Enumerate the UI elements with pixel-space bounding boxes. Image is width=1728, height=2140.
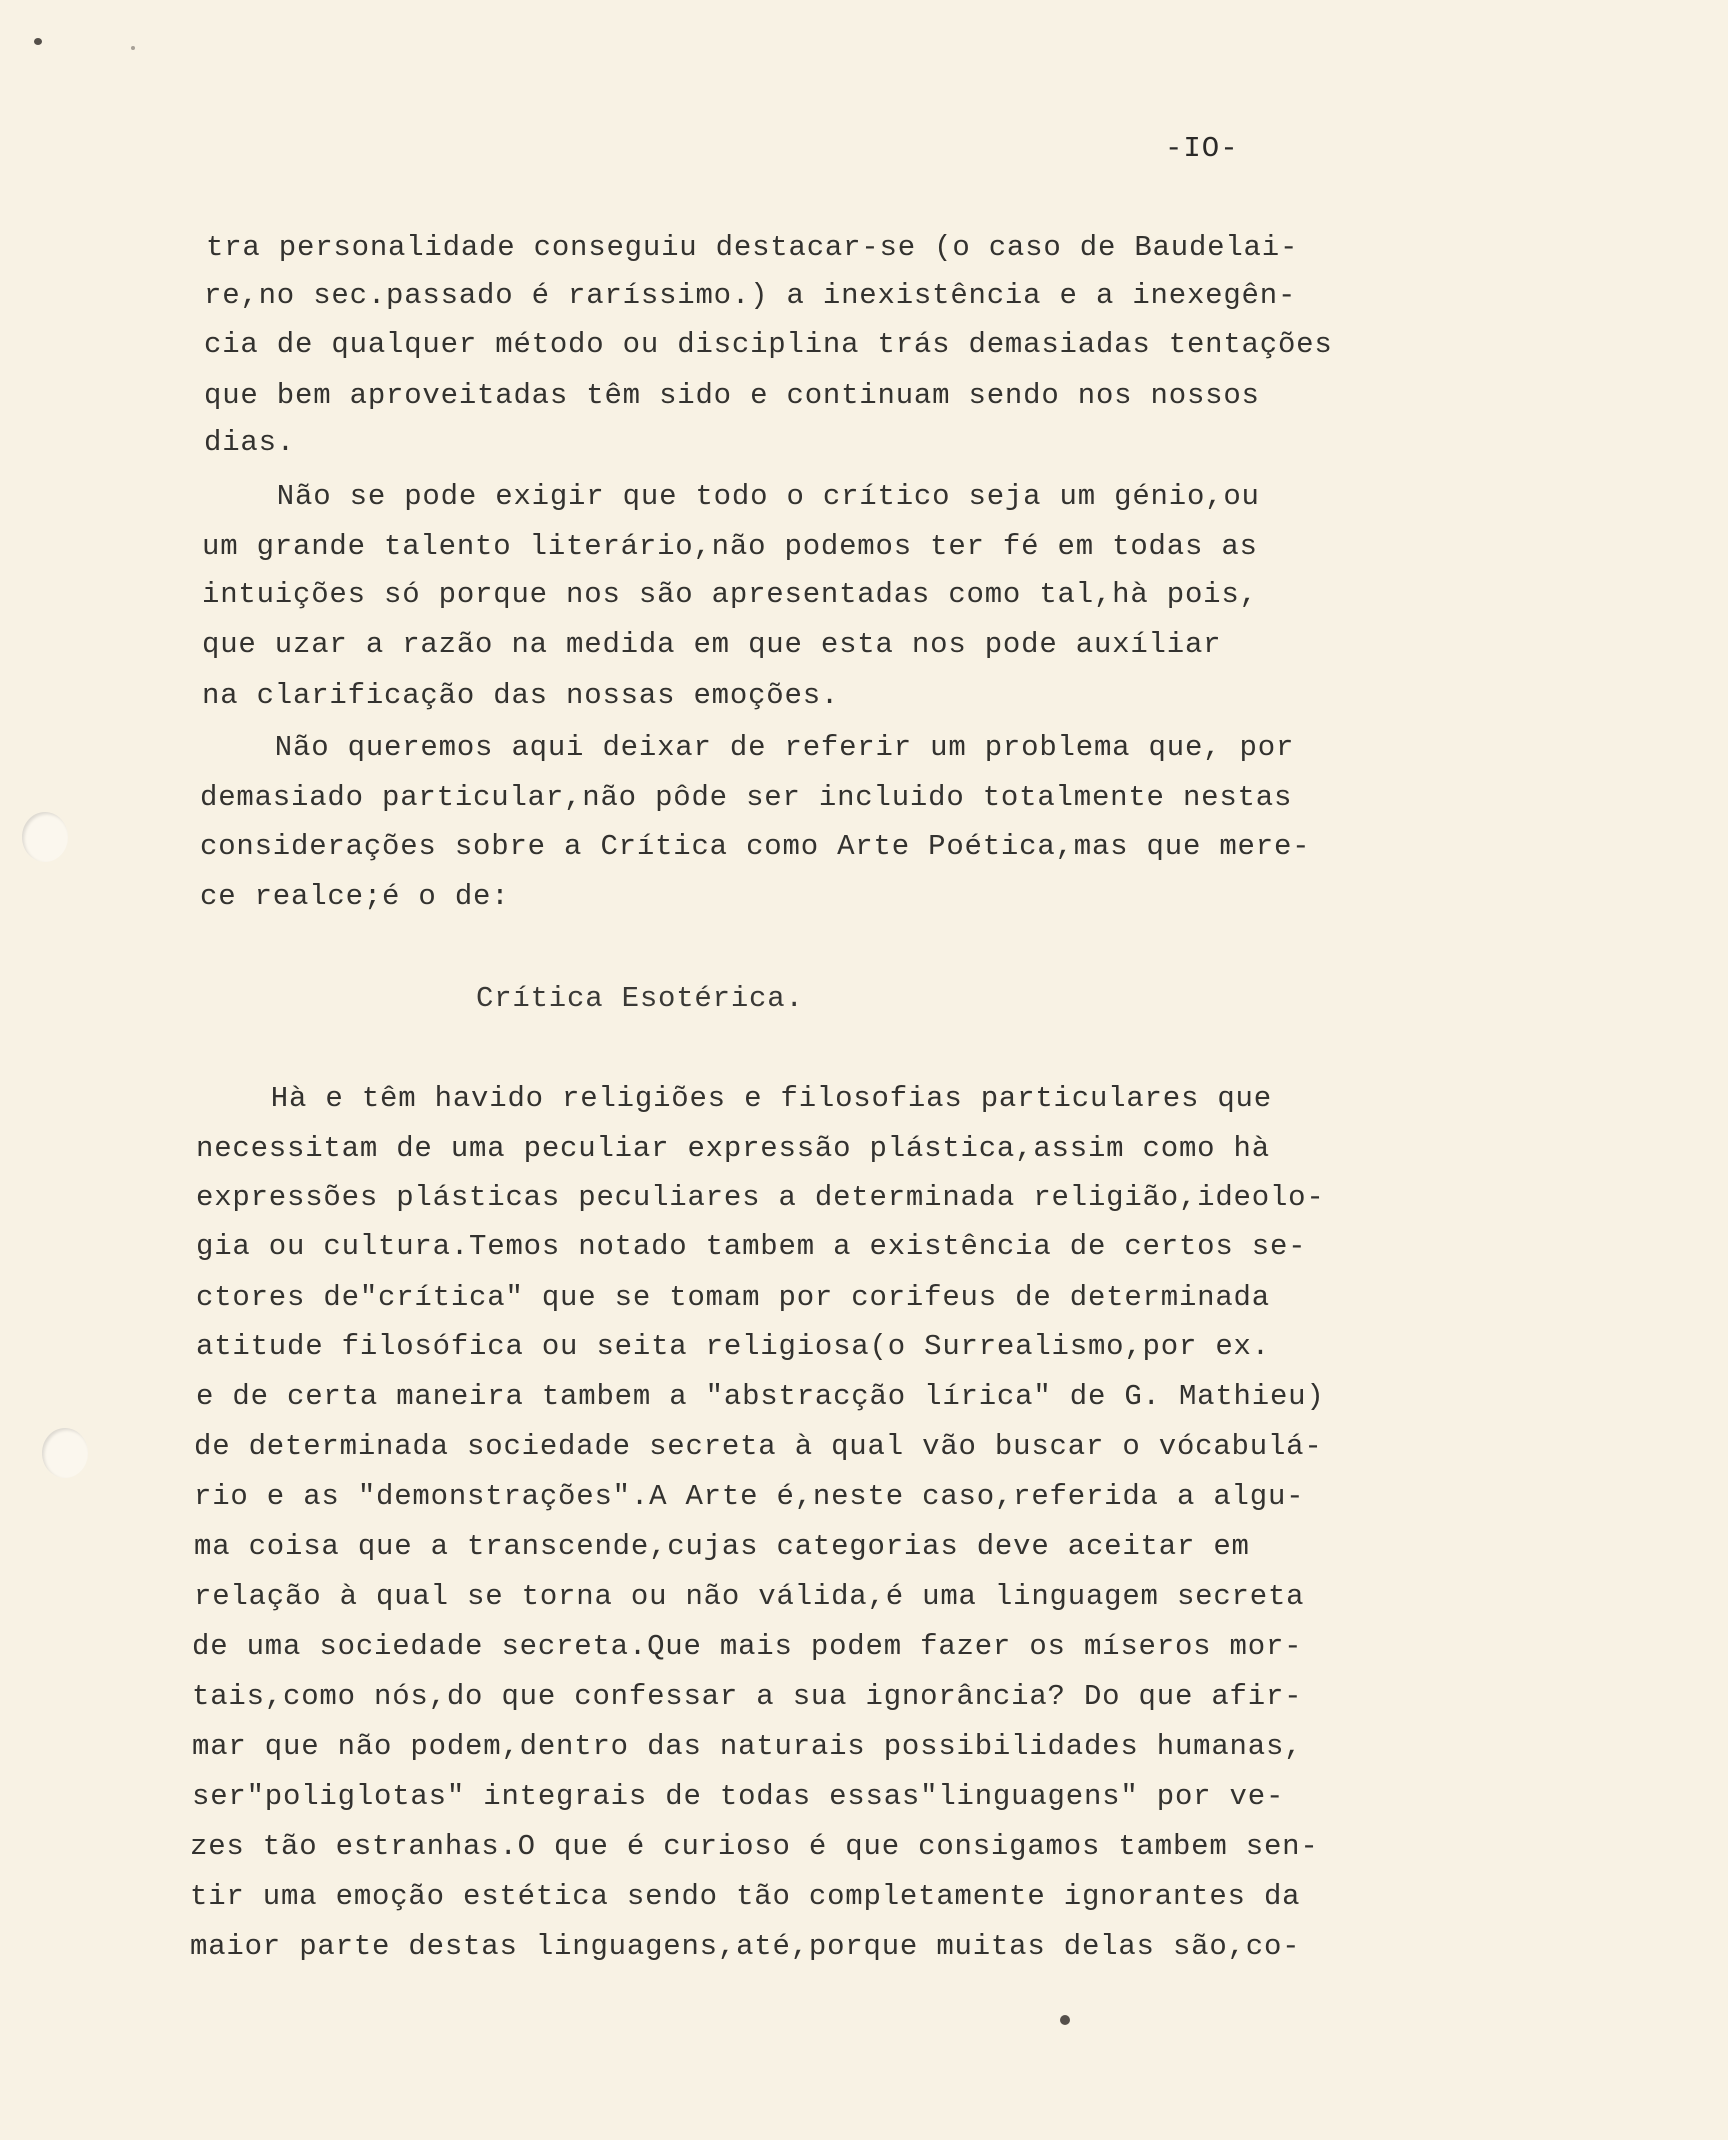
text-line: que bem aproveitadas têm sido e continuam sendo nos nossos [204,379,1260,412]
text-line: de determinada sociedade secreta à qual vão buscar o vócabulá- [194,1430,1323,1463]
text-line: na clarificação das nossas emoções. [202,679,840,712]
binder-hole [42,1428,88,1478]
text-line: tir uma emoção estética sendo tão completamente ignorantes da [190,1880,1301,1913]
text-line: mar que não podem,dentro das naturais possibilidades humanas, [192,1730,1303,1763]
text-line: atitude filosófica ou seita religiosa(o Surrealismo,por ex. [196,1330,1270,1363]
text-line: demasiado particular,não pôde ser incluido totalmente nestas [200,781,1293,814]
text-line: ma coisa que a transcende,cujas categorias deve aceitar em [194,1530,1250,1563]
text-line: relação à qual se torna ou não válida,é uma linguagem secreta [194,1580,1305,1613]
text-line: cia de qualquer método ou disciplina trás demasiadas tentações [204,328,1333,361]
ink-speck [131,46,135,50]
text-line: expressões plásticas peculiares a determinada religião,ideolo- [196,1181,1325,1214]
text-line: e de certa maneira tambem a "abstracção lírica" de G. Mathieu) [196,1380,1325,1413]
text-line: um grande talento literário,não podemos ter fé em todas as [202,530,1258,563]
ink-speck [34,38,42,45]
text-line: tais,como nós,do que confessar a sua ignorância? Do que afir- [192,1680,1303,1713]
text-line: rio e as "demonstrações".A Arte é,neste caso,referida a algu- [194,1480,1305,1513]
text-line: de uma sociedade secreta.Que mais podem fazer os míseros mor- [192,1630,1303,1663]
section-heading: Crítica Esotérica. [476,982,804,1015]
text-line: maior parte destas linguagens,até,porque muitas delas são,co- [190,1930,1301,1963]
text-line: ser"poliglotas" integrais de todas essas"linguagens" por ve- [192,1780,1285,1813]
text-line: Hà e têm havido religiões e filosofias particulares que [198,1082,1272,1115]
text-line: gia ou cultura.Temos notado tambem a existência de certos se- [196,1230,1307,1263]
text-line: zes tão estranhas.O que é curioso é que consigamos tambem sen- [190,1830,1319,1863]
binder-hole [22,812,68,862]
text-line: necessitam de uma peculiar expressão plástica,assim como hà [196,1132,1270,1165]
text-line: ce realce;é o de: [200,880,510,913]
text-line: ctores de"crítica" que se tomam por corifeus de determinada [196,1281,1270,1314]
text-line: re,no sec.passado é raríssimo.) a inexistência e a inexegên- [204,279,1297,312]
ink-speck [1060,2015,1070,2025]
text-line: Não se pode exigir que todo o crítico seja um génio,ou [204,480,1260,513]
page-number: -IO- [1165,132,1239,165]
text-line: que uzar a razão na medida em que esta nos pode auxíliar [202,628,1222,661]
text-line: dias. [204,426,296,459]
text-line: tra personalidade conseguiu destacar-se (o caso de Baudelai- [206,231,1299,264]
text-line: considerações sobre a Crítica como Arte Poética,mas que mere- [200,830,1311,863]
text-line: Não queremos aqui deixar de referir um problema que, por [202,731,1295,764]
text-line: intuições só porque nos são apresentadas como tal,hà pois, [202,578,1258,611]
